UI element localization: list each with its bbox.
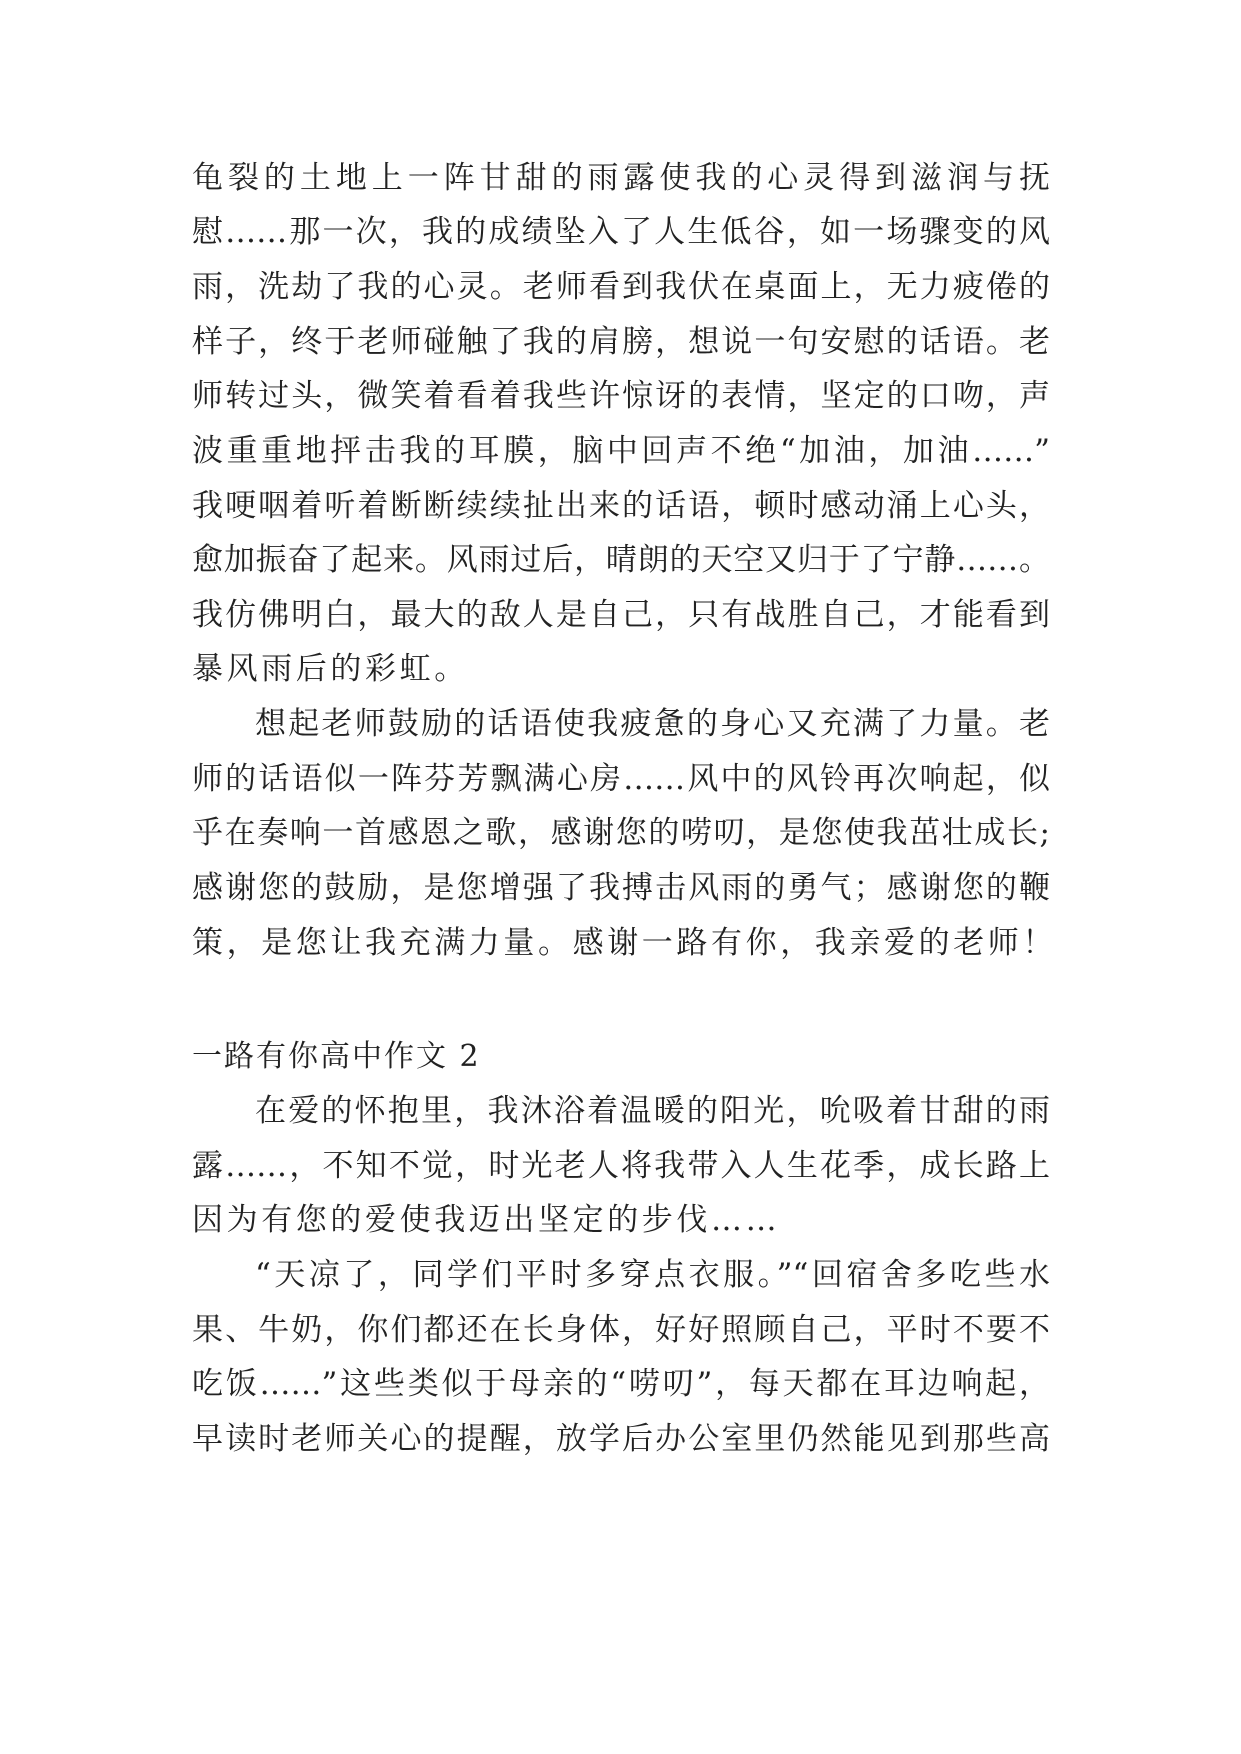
paragraph-line: 愈加振奋了起来。风雨过后，晴朗的天空又归于了宁静……。	[192, 542, 1050, 578]
paragraph-line: 策，是您让我充满力量。感谢一路有你，我亲爱的老师！	[192, 925, 1057, 961]
paragraph-line: 我哽咽着听着断断续续扯出来的话语，顿时感动涌上心头，	[192, 488, 1050, 524]
section-heading: 一路有你高中作文 2	[192, 1039, 481, 1074]
paragraph-line: 波重重地抨击我的耳膜，脑中回声不绝“加油，加油……”	[192, 433, 1050, 469]
paragraph-line: 我仿佛明白，最大的敌人是自己，只有战胜自己，才能看到	[192, 597, 1050, 633]
paragraph-line: 果、牛奶，你们都还在长身体，好好照顾自己，平时不要不	[192, 1312, 1050, 1348]
paragraph-line: 师的话语似一阵芬芳飘满心房……风中的风铃再次响起，似	[192, 761, 1050, 797]
paragraph-line: 在爱的怀抱里，我沐浴着温暖的阳光，吮吸着甘甜的雨	[255, 1093, 1050, 1129]
paragraph-line: 因为有您的爱使我迈出坚定的步伐……	[192, 1202, 781, 1238]
paragraph-line: 龟裂的土地上一阵甘甜的雨露使我的心灵得到滋润与抚	[192, 160, 1050, 196]
paragraph-line: 感谢您的鼓励，是您增强了我搏击风雨的勇气；感谢您的鞭	[192, 870, 1050, 906]
paragraph-line: 师转过头，微笑着看着我些许惊讶的表情，坚定的口吻，声	[192, 378, 1050, 414]
paragraph-line: 吃饭……”这些类似于母亲的“唠叨”，每天都在耳边响起，	[192, 1366, 1050, 1402]
paragraph-line: 早读时老师关心的提醒，放学后办公室里仍然能见到那些高	[192, 1421, 1050, 1457]
paragraph-line: “天凉了，同学们平时多穿点衣服。”“回宿舍多吃些水	[255, 1257, 1050, 1293]
paragraph-line: 暴风雨后的彩虹。	[192, 651, 469, 687]
paragraph-line: 乎在奏响一首感恩之歌，感谢您的唠叨，是您使我茁壮成长;	[192, 815, 1050, 851]
paragraph-line: 露……，不知不觉，时光老人将我带入人生花季，成长路上	[192, 1148, 1050, 1184]
paragraph-line: 慰……那一次，我的成绩坠入了人生低谷，如一场骤变的风	[192, 214, 1050, 250]
paragraph-line: 想起老师鼓励的话语使我疲惫的身心又充满了力量。老	[255, 706, 1050, 742]
paragraph-line: 样子，终于老师碰触了我的肩膀，想说一句安慰的话语。老	[192, 324, 1050, 360]
paragraph-line: 雨，洗劫了我的心灵。老师看到我伏在桌面上，无力疲倦的	[192, 269, 1050, 305]
